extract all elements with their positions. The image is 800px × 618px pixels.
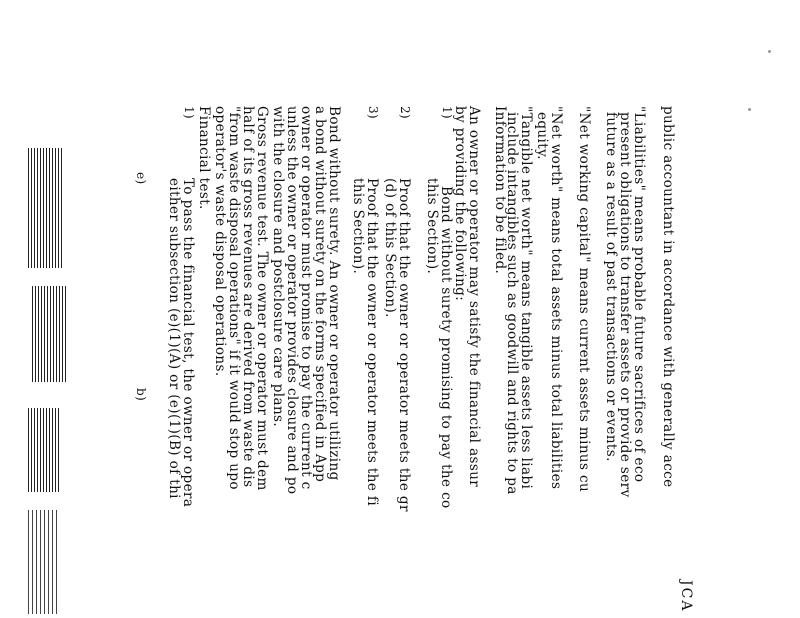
text-line: (d) of this Section). <box>382 178 398 318</box>
text-line: include intangibles such as goodwill and rights to pa <box>504 112 520 495</box>
text-line: Information to be filed. <box>492 106 508 275</box>
text-line: public accountant in accordance with generally acce <box>660 106 676 488</box>
scan-artifact <box>28 510 58 614</box>
text-line: operator's waste disposal operations. <box>212 106 228 377</box>
scan-artifact <box>28 408 60 492</box>
text-line: a bond without surety on the forms specified in App <box>312 106 328 483</box>
paragraph-marker: b) <box>134 388 148 402</box>
item-marker: 1) <box>440 106 454 120</box>
item-marker: 2) <box>398 106 412 120</box>
text-line: equity. <box>534 112 550 160</box>
header-code: JCA <box>678 580 694 613</box>
item-marker: 3) <box>366 106 380 120</box>
text-line: this Section). <box>424 178 440 275</box>
scan-speck <box>768 50 771 53</box>
scan-artifact <box>28 148 64 268</box>
scan-speck <box>748 108 751 111</box>
text-line: present obligations to transfer assets or provide serv <box>617 112 633 498</box>
text-line: Bond without surety. An owner or operator utilizing <box>326 106 342 481</box>
text-line: Financial test. <box>196 106 212 210</box>
text-line: owner or operator must promise to pay the current c <box>298 106 314 490</box>
text-line: Bond without surety promising to pay the co <box>438 186 454 509</box>
text-line: unless the owner or operator provides closure and po <box>284 106 300 495</box>
text-line: "Liabilities" means probable future sacrifices of eco <box>631 106 647 483</box>
text-line: either subsection (e)(1)(A) or (e)(1)(B) of thi <box>166 178 182 499</box>
item-marker: 1) <box>182 106 196 120</box>
text-line: with the closure and postclosure care plans. <box>270 106 286 428</box>
text-line: Proof that the owner or operator meets the gr <box>396 178 412 512</box>
scan-artifact <box>32 286 66 382</box>
text-line: An owner or operator may satisfy the financial assur <box>466 106 482 488</box>
text-line: "Tangible net worth" means tangible assets less liabi <box>518 106 534 490</box>
text-line: this Section). <box>350 178 366 275</box>
text-line: Proof that the owner or operator meets the fi <box>364 178 380 507</box>
text-line: by providing the following: <box>452 106 468 302</box>
paragraph-marker: e) <box>134 172 148 185</box>
text-line: To pass the financial test, the owner or opera <box>180 178 196 508</box>
text-line: Gross revenue test. The owner or operator must dem <box>254 106 270 491</box>
text-line: "from waste disposal operations" if it would stop upo <box>226 106 242 490</box>
text-line: "Net worth" means total assets minus total liabilities <box>548 106 564 490</box>
text-line: "Net working capital" means current assets minus cu <box>576 106 592 493</box>
text-line: future as a result of past transactions or events. <box>603 112 619 462</box>
text-line: half of its gross revenues are derived from waste dis <box>240 106 256 488</box>
